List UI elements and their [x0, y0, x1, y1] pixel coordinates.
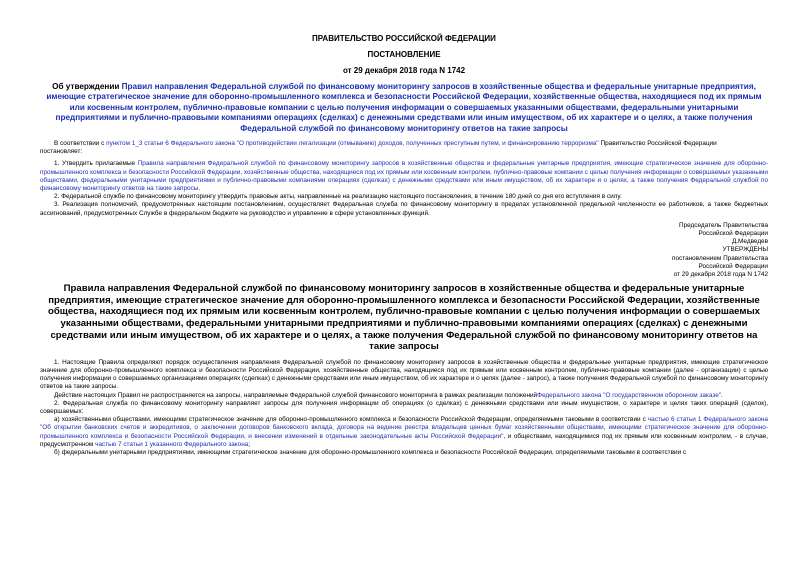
signature-block: [40, 222, 768, 279]
signature-line-1: Председатель Правительства: [679, 221, 768, 229]
part-7-article-1-link[interactable]: частью 7 статьи 1 указанного Федерального закона: [95, 440, 249, 448]
item-2: 2. Федеральной службе по финансовому мониторингу утвердить правовые акты, направленные на реализацию настоящего постановления, в течение 180 дней со дня его вступления в силу.: [54, 193, 622, 201]
rule-na-prefix: Действие настоящих Правил не распространяется на запросы, направляемые Федеральной службой финансового мониторинга в рамках реализации положений: [54, 391, 538, 399]
rule-2a-prefix: а) хозяйственными обществами, имеющими стратегическое значение для оборонно-промышленного комплекса и безопасности Российской Федерации, определяемыми таковыми в соответствии с: [54, 416, 648, 424]
rule-2a-suffix: ;: [248, 440, 251, 448]
preamble-law-link[interactable]: пунктом 1_3 статьи 6 Федерального закона "О противодействии легализации (отмыванию) доходов, полученных преступным путем, и финансированию терроризма": [106, 140, 599, 148]
decree-title: [40, 82, 768, 134]
rule-not-applicable: [40, 392, 768, 400]
approved-line-4: от 29 декабря 2018 года N 1742: [673, 271, 768, 279]
item-1-rules-link[interactable]: Правила направления Федеральной службой по финансовому мониторингу запросов в хозяйственные общества и федеральные унитарные предприятия, имеющие стратегическое значение для оборонно-промышленного комплекса и безопасности Российской Федерации, хозяйственные общества, находящиеся под их прямым или косвенным контролем, публично-правовые компании с целью получения информации о совершаемых указанными обществами, федеральными унитарными предприятиями и публично-правовыми компаниями операциях (сделках) с денежными средствами или иным имуществом, об их характере и о целях, а также получения Федеральной службой по финансовому мониторингу ответов на такие запросы: [40, 160, 768, 193]
rule-2: 2. Федеральная служба по финансовому мониторингу направляет запросы для получения информации об операциях (о сделках) с денежными средствами или иным имуществом, о характере и целях таких операций (сделок), совершаемых:: [40, 399, 768, 416]
rule-1: 1. Настоящие Правила определяют порядок осуществления направления Федеральной службой по финансовому мониторингу запросов в хозяйственные общества и федеральные унитарные предприятия, имеющие стратегическое значение для оборонно-промышленного комплекса и безопасности Российской Федерации, хозяйственные общества, находящиеся под их прямым или косвенным контролем, публично-правовые компании (далее - организации) с целью получения информации о совершаемых организациями операциях (сделках) с денежными средствами или иным имуществом, об их характере и о целях (далее - запрос), а также получения Федеральной службой по финансовому мониторингу ответов на такие запросы.: [40, 358, 768, 391]
item-3: 3. Реализация полномочий, предусмотренных настоящим постановлением, осуществляет Федеральная служба по финансовому мониторингу в пределах установленной предельной численности ее работников, а также бюджетных ассигнований, предусмотренных Службе в федеральном бюджете на руководство и управление в сфере установленных функций.: [40, 201, 768, 217]
rule-2b: б) федеральными унитарными предприятиями, имеющими стратегическое значение для оборонно-промышленного комплекса и безопасности Российской Федерации, определяемыми таковыми в соответствии с: [54, 449, 687, 457]
bank-accounts-law-link[interactable]: частью 6 статьи 1 Федерального закона "Об открытии банковских счетов и аккредитивов, о заключении договоров банковского вклада, договора на ведение реестра владельцев ценных бумаг хозяйственными обществами, имеющими стратегическое значение для оборонно-промышленного комплекса и безопасности Российской Федерации, и внесении изменений в отдельные законодательные акты Российской Федерации": [40, 416, 768, 440]
rule-2a-mid: , и обществами, находящимися под их прямым или косвенным контролем, - в случае, предусмотренном: [40, 432, 768, 448]
decree-heading: ПОСТАНОВЛЕНИЕ: [367, 50, 441, 59]
approved-line-1: УТВЕРЖДЕНЫ: [722, 246, 768, 254]
approved-line-3: Российской Федерации: [698, 262, 768, 270]
document-page: [40, 34, 768, 457]
preamble-suffix: Правительство Российской Федерации: [598, 140, 717, 148]
government-heading: ПРАВИТЕЛЬСТВО РОССИЙСКОЙ ФЕДЕРАЦИИ: [312, 34, 496, 43]
preamble: [40, 140, 768, 148]
defense-order-law-link[interactable]: Федерального закона "О государственном оборонном заказе": [537, 391, 722, 399]
decree-date: от 29 декабря 2018 года N 1742: [342, 66, 466, 75]
signature-line-2: Российской Федерации: [698, 230, 768, 238]
decides-label: постановляет:: [40, 148, 83, 156]
decree-title-link[interactable]: Правил направления Федеральной службой по финансовому мониторингу запросов в хозяйственные общества и федеральные унитарные предприятия, имеющие стратегическое значение для оборонно-промышленного комплекса и безопасности Российской Федерации, хозяйственные общества, находящиеся под их прямым или косвенным контролем, публично-правовые компании с целью получения информации о совершаемых указанными обществами, федеральными унитарными предприятиями и публично-правовыми компаниями операциях (сделках) с денежными средствами или иным имуществом, об их характере и о целях, а также получения Федеральной службой по финансовому мониторингу ответов на такие запросы: [46, 82, 762, 133]
rule-2a: [40, 416, 768, 449]
rule-na-suffix: .: [721, 391, 723, 399]
item-1: [40, 160, 768, 193]
item-1-prefix: 1. Утвердить прилагаемые: [54, 160, 138, 168]
approved-line-2: постановлением Правительства: [672, 254, 768, 262]
item-1-suffix: .: [198, 185, 201, 193]
signature-line-3: Д.Медведев: [731, 238, 768, 246]
rules-title: Правила направления Федеральной службой по финансовому мониторингу запросов в хозяйственные общества и федеральные унитарные предприятия, имеющие стратегическое значение для оборонно-промышленного комплекса и безопасности Российской Федерации, хозяйственные общества, находящиеся под их прямым или косвенным контролем, публично-правовые компании с целью получения информации о совершаемых указанными обществами, федеральными унитарными предприятиями и публично-правовыми компаниями операциях (сделках) с денежными средствами или иным имуществом, об их характере и о целях, а также получения Федеральной службой по финансовому мониторингу ответов на такие запросы: [47, 283, 760, 353]
preamble-prefix: В соответствии с: [54, 140, 107, 148]
decree-title-prefix: Об утверждении: [52, 82, 122, 91]
